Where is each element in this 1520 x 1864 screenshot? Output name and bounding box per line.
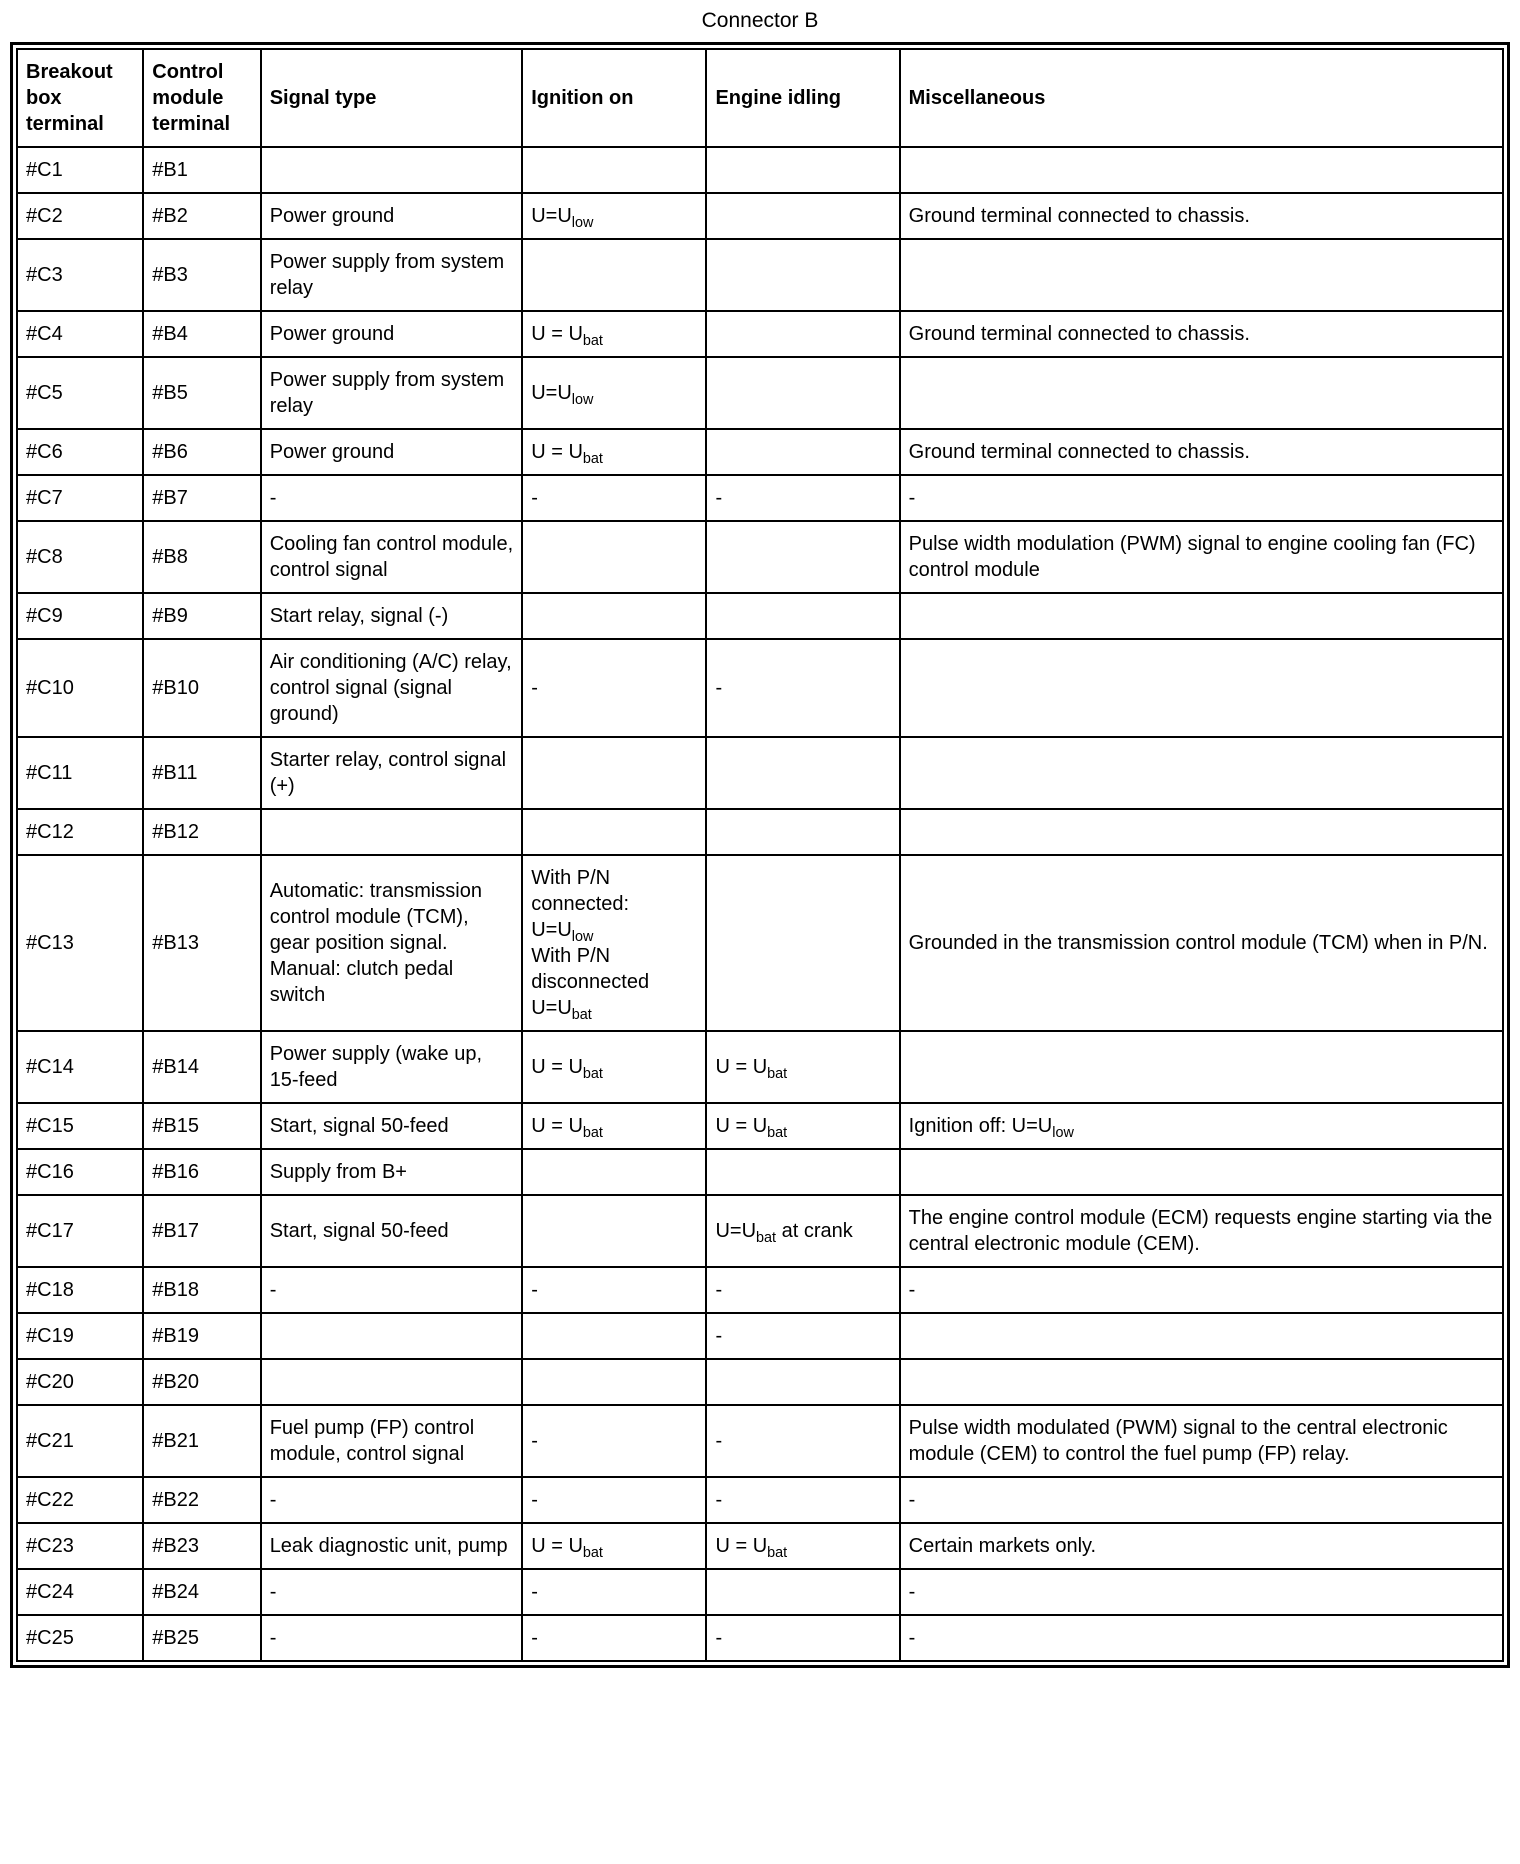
table-cell: $U = U_{bat}$	[522, 311, 706, 357]
table-cell: #B20	[143, 1359, 260, 1405]
table-cell: -	[900, 1267, 1503, 1313]
table-cell	[522, 239, 706, 311]
table-cell: #C21	[17, 1405, 143, 1477]
table-cell: #C10	[17, 639, 143, 737]
table-cell: Ignition off: $U=U_{low}$	[900, 1103, 1503, 1149]
table-cell	[261, 809, 523, 855]
table-cell: #C24	[17, 1569, 143, 1615]
table-cell: $U=U_{low}$	[522, 193, 706, 239]
table-cell: #C15	[17, 1103, 143, 1149]
table-cell: -	[261, 1615, 523, 1661]
table-cell: #C2	[17, 193, 143, 239]
table-row	[17, 1615, 1503, 1661]
page-title: Connector B	[701, 9, 819, 32]
table-cell	[900, 147, 1503, 193]
table-body	[17, 147, 1503, 1661]
table-cell	[900, 593, 1503, 639]
table-cell	[706, 521, 899, 593]
table-cell: #C7	[17, 475, 143, 521]
table-cell: #B19	[143, 1313, 260, 1359]
table-cell: Ground terminal connected to chassis.	[900, 429, 1503, 475]
header-row	[17, 49, 1503, 147]
table-cell: -	[261, 1267, 523, 1313]
table-row	[17, 357, 1503, 429]
table-cell	[522, 521, 706, 593]
table-cell: #C25	[17, 1615, 143, 1661]
table-row	[17, 1267, 1503, 1313]
table-row	[17, 475, 1503, 521]
table-cell: -	[522, 1405, 706, 1477]
table-cell: Certain markets only.	[900, 1523, 1503, 1569]
table-cell: #C17	[17, 1195, 143, 1267]
table-cell: Start relay, signal (-)	[261, 593, 523, 639]
table-cell	[706, 1569, 899, 1615]
table-cell	[706, 737, 899, 809]
table-cell	[261, 147, 523, 193]
table-row	[17, 1523, 1503, 1569]
table-cell: #B3	[143, 239, 260, 311]
table-cell: #B7	[143, 475, 260, 521]
table-cell: Automatic: transmission control module (TCM), gear position signal. Manual: clutch pedal switch	[261, 855, 523, 1031]
table-row	[17, 593, 1503, 639]
table-cell: #B1	[143, 147, 260, 193]
table-cell: -	[706, 475, 899, 521]
table-row	[17, 809, 1503, 855]
connector-table	[16, 48, 1504, 1662]
table-row	[17, 855, 1503, 1031]
table-cell: With P/N connected: $U=U_{low}$ With P/N disconnected $U=U_{bat}$	[522, 855, 706, 1031]
table-row	[17, 1477, 1503, 1523]
table-row	[17, 1149, 1503, 1195]
table-cell: Power ground	[261, 311, 523, 357]
table-cell: #B18	[143, 1267, 260, 1313]
table-cell: Start, signal 50-feed	[261, 1103, 523, 1149]
table-cell: $U=U_{low}$	[522, 357, 706, 429]
table-cell	[900, 737, 1503, 809]
table-cell: -	[522, 1267, 706, 1313]
table-cell: $U = U_{bat}$	[522, 1523, 706, 1569]
table-cell: #C12	[17, 809, 143, 855]
table-cell: -	[706, 1267, 899, 1313]
header-cell: Breakout box terminal	[17, 49, 143, 147]
table-cell: #B22	[143, 1477, 260, 1523]
table-cell: #C6	[17, 429, 143, 475]
table-cell: #B2	[143, 193, 260, 239]
table-cell: -	[706, 1477, 899, 1523]
table-cell	[900, 357, 1503, 429]
table-cell: #B11	[143, 737, 260, 809]
table-cell	[706, 1359, 899, 1405]
header-cell: Ignition on	[522, 49, 706, 147]
table-cell	[900, 239, 1503, 311]
table-cell: #C23	[17, 1523, 143, 1569]
table-cell: $U = U_{bat}$	[522, 1103, 706, 1149]
table-cell	[900, 1031, 1503, 1103]
table-cell: Power supply (wake up, 15-feed	[261, 1031, 523, 1103]
table-cell: #C4	[17, 311, 143, 357]
table-cell: #B8	[143, 521, 260, 593]
table-cell: #C9	[17, 593, 143, 639]
table-cell	[706, 239, 899, 311]
table-cell: $U = U_{bat}$	[706, 1523, 899, 1569]
table-cell: #B24	[143, 1569, 260, 1615]
table-cell: Supply from B+	[261, 1149, 523, 1195]
table-cell: #B15	[143, 1103, 260, 1149]
table-cell: Leak diagnostic unit, pump	[261, 1523, 523, 1569]
table-cell: #B14	[143, 1031, 260, 1103]
table-cell: #B13	[143, 855, 260, 1031]
table-row	[17, 1569, 1503, 1615]
table-cell: #C3	[17, 239, 143, 311]
table-cell	[900, 639, 1503, 737]
table-cell: Starter relay, control signal (+)	[261, 737, 523, 809]
table-cell: Pulse width modulated (PWM) signal to the central electronic module (CEM) to control the fuel pump (FP) relay.	[900, 1405, 1503, 1477]
table-cell: #B10	[143, 639, 260, 737]
header-cell: Signal type	[261, 49, 523, 147]
table-cell	[261, 1359, 523, 1405]
table-row	[17, 311, 1503, 357]
table-cell: -	[261, 475, 523, 521]
table-cell	[706, 357, 899, 429]
table-cell	[706, 429, 899, 475]
table-cell: Ground terminal connected to chassis.	[900, 193, 1503, 239]
table-cell: -	[706, 1405, 899, 1477]
table-cell: Pulse width modulation (PWM) signal to engine cooling fan (FC) control module	[900, 521, 1503, 593]
table-cell	[522, 737, 706, 809]
table-row	[17, 521, 1503, 593]
table-cell: Grounded in the transmission control module (TCM) when in P/N.	[900, 855, 1503, 1031]
table-cell: Cooling fan control module, control signal	[261, 521, 523, 593]
table-cell: $U = U_{bat}$	[706, 1031, 899, 1103]
table-cell: #C19	[17, 1313, 143, 1359]
table-cell: Power supply from system relay	[261, 239, 523, 311]
table-cell: Start, signal 50-feed	[261, 1195, 523, 1267]
table-cell: $U = U_{bat}$	[522, 429, 706, 475]
table-cell	[900, 1313, 1503, 1359]
table-cell	[522, 593, 706, 639]
table-row	[17, 639, 1503, 737]
table-row	[17, 1405, 1503, 1477]
table-cell: #C13	[17, 855, 143, 1031]
table-cell: Ground terminal connected to chassis.	[900, 311, 1503, 357]
table-cell: -	[522, 1477, 706, 1523]
table-row	[17, 429, 1503, 475]
table-cell: #C8	[17, 521, 143, 593]
table-cell: Power ground	[261, 193, 523, 239]
table-cell: $U=U_{bat}$ at crank	[706, 1195, 899, 1267]
table-cell: #B6	[143, 429, 260, 475]
table-cell: Air conditioning (A/C) relay, control signal (signal ground)	[261, 639, 523, 737]
table-cell: -	[900, 1477, 1503, 1523]
table-row	[17, 239, 1503, 311]
table-cell: -	[900, 1569, 1503, 1615]
table-cell	[706, 593, 899, 639]
table-cell: -	[522, 639, 706, 737]
table-cell	[900, 1359, 1503, 1405]
table-cell: #B4	[143, 311, 260, 357]
table-cell: Power ground	[261, 429, 523, 475]
table-cell: #B21	[143, 1405, 260, 1477]
table-row	[17, 1031, 1503, 1103]
table-cell: #C20	[17, 1359, 143, 1405]
table-cell: #C18	[17, 1267, 143, 1313]
table-cell: -	[522, 475, 706, 521]
table-row	[17, 193, 1503, 239]
table-cell: #C5	[17, 357, 143, 429]
table-cell	[522, 1149, 706, 1195]
table-cell: #B16	[143, 1149, 260, 1195]
table-cell: $U = U_{bat}$	[706, 1103, 899, 1149]
table-cell	[706, 193, 899, 239]
table-cell	[706, 1149, 899, 1195]
table-cell: #C1	[17, 147, 143, 193]
table-cell: -	[261, 1477, 523, 1523]
table-cell	[261, 1313, 523, 1359]
table-cell: Power supply from system relay	[261, 357, 523, 429]
table-cell: #B25	[143, 1615, 260, 1661]
table-cell: #B17	[143, 1195, 260, 1267]
table-cell: -	[522, 1615, 706, 1661]
table-cell: #C11	[17, 737, 143, 809]
table-row	[17, 737, 1503, 809]
table-cell	[522, 1313, 706, 1359]
table-row	[17, 147, 1503, 193]
table-cell: $U = U_{bat}$	[522, 1031, 706, 1103]
table-cell: #B12	[143, 809, 260, 855]
table-cell: #B9	[143, 593, 260, 639]
table-cell: The engine control module (ECM) requests engine starting via the central electronic module (CEM).	[900, 1195, 1503, 1267]
table-cell	[706, 855, 899, 1031]
table-cell: -	[706, 1313, 899, 1359]
table-cell: #B23	[143, 1523, 260, 1569]
table-head	[17, 49, 1503, 147]
table-cell: -	[706, 639, 899, 737]
table-cell	[522, 147, 706, 193]
table-cell: -	[900, 475, 1503, 521]
table-cell: -	[900, 1615, 1503, 1661]
table-cell	[900, 1149, 1503, 1195]
table-cell	[706, 147, 899, 193]
table-cell: #B5	[143, 357, 260, 429]
table-row	[17, 1313, 1503, 1359]
table-cell: -	[261, 1569, 523, 1615]
table-cell: #C14	[17, 1031, 143, 1103]
table-cell	[522, 1359, 706, 1405]
table-row	[17, 1359, 1503, 1405]
header-cell: Miscellaneous	[900, 49, 1503, 147]
table-cell	[522, 1195, 706, 1267]
table-cell	[706, 311, 899, 357]
table-cell	[706, 809, 899, 855]
table-cell: #C22	[17, 1477, 143, 1523]
table-row	[17, 1195, 1503, 1267]
table-cell: -	[522, 1569, 706, 1615]
table-cell	[900, 809, 1503, 855]
table-cell	[522, 809, 706, 855]
table-cell: -	[706, 1615, 899, 1661]
table-frame	[10, 42, 1510, 1668]
table-cell: Fuel pump (FP) control module, control signal	[261, 1405, 523, 1477]
table-cell: #C16	[17, 1149, 143, 1195]
header-cell: Control module terminal	[143, 49, 260, 147]
table-row	[17, 1103, 1503, 1149]
header-cell: Engine idling	[706, 49, 899, 147]
